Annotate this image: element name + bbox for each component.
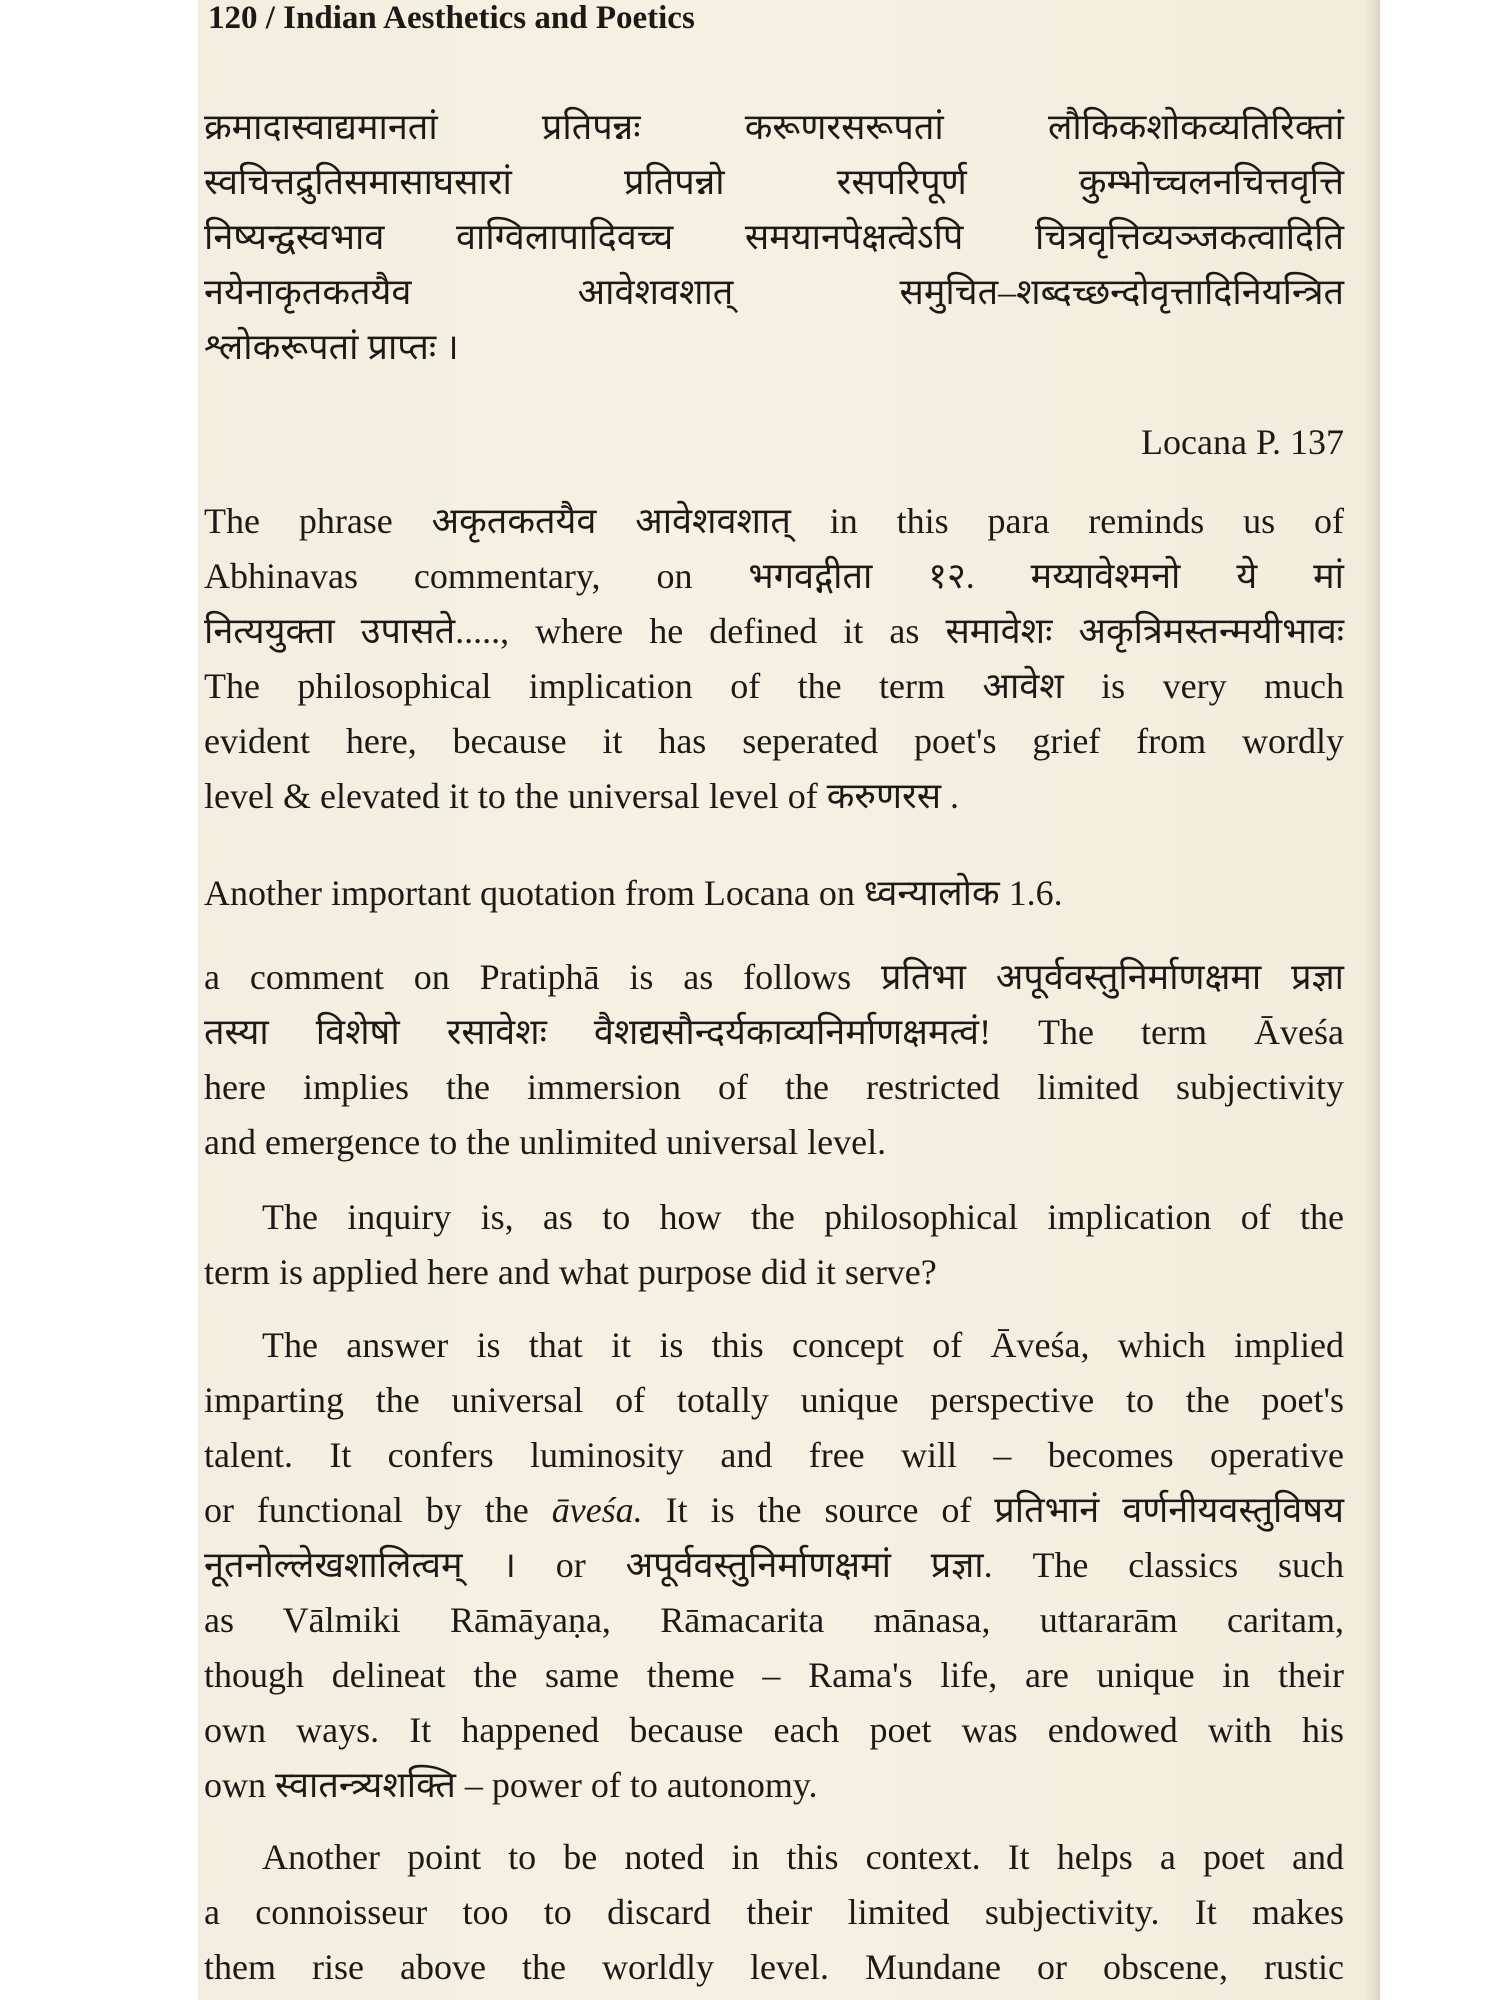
text-line: own स्वातन्त्र्यशक्ति – power of to autonomy.	[204, 1765, 818, 1805]
book-title: Indian Aesthetics and Poetics	[283, 0, 695, 36]
text-line: The inquiry is, as to how the philosophical implication of the	[262, 1197, 1344, 1237]
page-edge-shadow	[1364, 0, 1380, 2000]
text-line: as Vālmiki Rāmāyaṇa, Rāmacarita mānasa, uttararām caritam,	[204, 1600, 1344, 1640]
text-line: Abhinavas commentary, on भगवद्गीता १२. मय्यावेश्मनो ये मां	[204, 556, 1344, 596]
text-line: तस्या विशेषो रसावेशः वैशद्यसौन्दर्यकाव्यनिर्माणक्षमत्वं! The term Āveśa	[204, 1012, 1344, 1052]
quote-line: क्रमादास्वाद्यमानतां प्रतिपन्नः करूणरसरूपतां लौकिकशोकव्यतिरिक्तां	[204, 107, 1344, 147]
paragraph-another-point	[204, 1830, 1344, 1995]
text-line: The philosophical implication of the term आवेश is very much	[204, 666, 1344, 706]
header-separator: /	[265, 0, 275, 36]
text-line: talent. It confers luminosity and free will – becomes operative	[204, 1435, 1344, 1475]
sanskrit-quote	[204, 100, 1344, 375]
quote-citation: Locana P. 137	[1141, 422, 1344, 462]
paragraph-pratibha-comment	[204, 950, 1344, 1170]
text-line: a connoisseur too to discard their limited subjectivity. It makes	[204, 1892, 1344, 1932]
text-line: Another point to be noted in this context. It helps a poet and	[262, 1837, 1344, 1877]
text-line: a comment on Pratiphā is as follows प्रतिभा अपूर्ववस्तुनिर्माणक्षमा प्रज्ञा	[204, 957, 1344, 997]
text-line: own ways. It happened because each poet was endowed with his	[204, 1710, 1344, 1750]
text-line: here implies the immersion of the restricted limited subjectivity	[204, 1067, 1344, 1107]
text-run: or functional by the	[204, 1490, 552, 1530]
quote-source	[204, 415, 1344, 470]
paragraph-answer	[204, 1318, 1344, 1813]
text-line: Another important quotation from Locana on ध्वन्यालोक 1.6.	[204, 873, 1063, 913]
text-line: नूतनोल्लेखशालित्वम् । or अपूर्ववस्तुनिर्माणक्षमां प्रज्ञा. The classics such	[204, 1545, 1344, 1585]
paragraph-avesa-phrase	[204, 494, 1344, 824]
quote-line: नयेनाकृतकतयैव आवेशवशात् समुचित–शब्दच्छन्दोवृत्तादिनियन्त्रित	[204, 272, 1344, 312]
italic-term: āveśa.	[551, 1490, 643, 1530]
text-line: evident here, because it has seperated poet's grief from wordly	[204, 721, 1344, 761]
text-line: and emergence to the unlimited universal level.	[204, 1122, 887, 1162]
quote-line: स्वचित्तद्रुतिसमासाघसारां प्रतिपन्नो रसपरिपूर्ण कुम्भोच्चलनचित्तवृत्ति	[204, 162, 1344, 202]
text-line: The answer is that it is this concept of Āveśa, which implied	[262, 1325, 1344, 1365]
running-header	[208, 0, 695, 37]
text-run: It is the source of प्रतिभानं वर्णनीयवस्तुविषय	[642, 1490, 1344, 1530]
text-line: नित्ययुक्ता उपासते....., where he defined it as समावेशः अकृत्रिमस्तन्मयीभावः	[204, 611, 1344, 651]
text-line: term is applied here and what purpose did it serve?	[204, 1252, 937, 1292]
text-line: though delineat the same theme – Rama's life, are unique in their	[204, 1655, 1344, 1695]
text-line: imparting the universal of totally unique perspective to the poet's	[204, 1380, 1344, 1420]
text-line	[204, 1483, 1344, 1538]
quote-line: निष्यन्द्वस्वभाव वाग्विलापादिवच्च समयानपेक्षत्वेऽपि चित्रवृत्तिव्यञ्जकत्वादिति	[204, 217, 1344, 257]
paragraph-inquiry	[204, 1190, 1344, 1300]
page-number: 120	[208, 0, 258, 36]
quote-line: श्लोकरूपतां प्राप्तः ।	[204, 327, 459, 367]
text-line: The phrase अकृतकतयैव आवेशवशात् in this para reminds us of	[204, 501, 1344, 541]
text-line: level & elevated it to the universal level of करुणरस .	[204, 776, 960, 816]
paragraph-another-quotation	[204, 866, 1344, 921]
text-line: them rise above the worldly level. Mundane or obscene, rustic	[204, 1947, 1344, 1987]
